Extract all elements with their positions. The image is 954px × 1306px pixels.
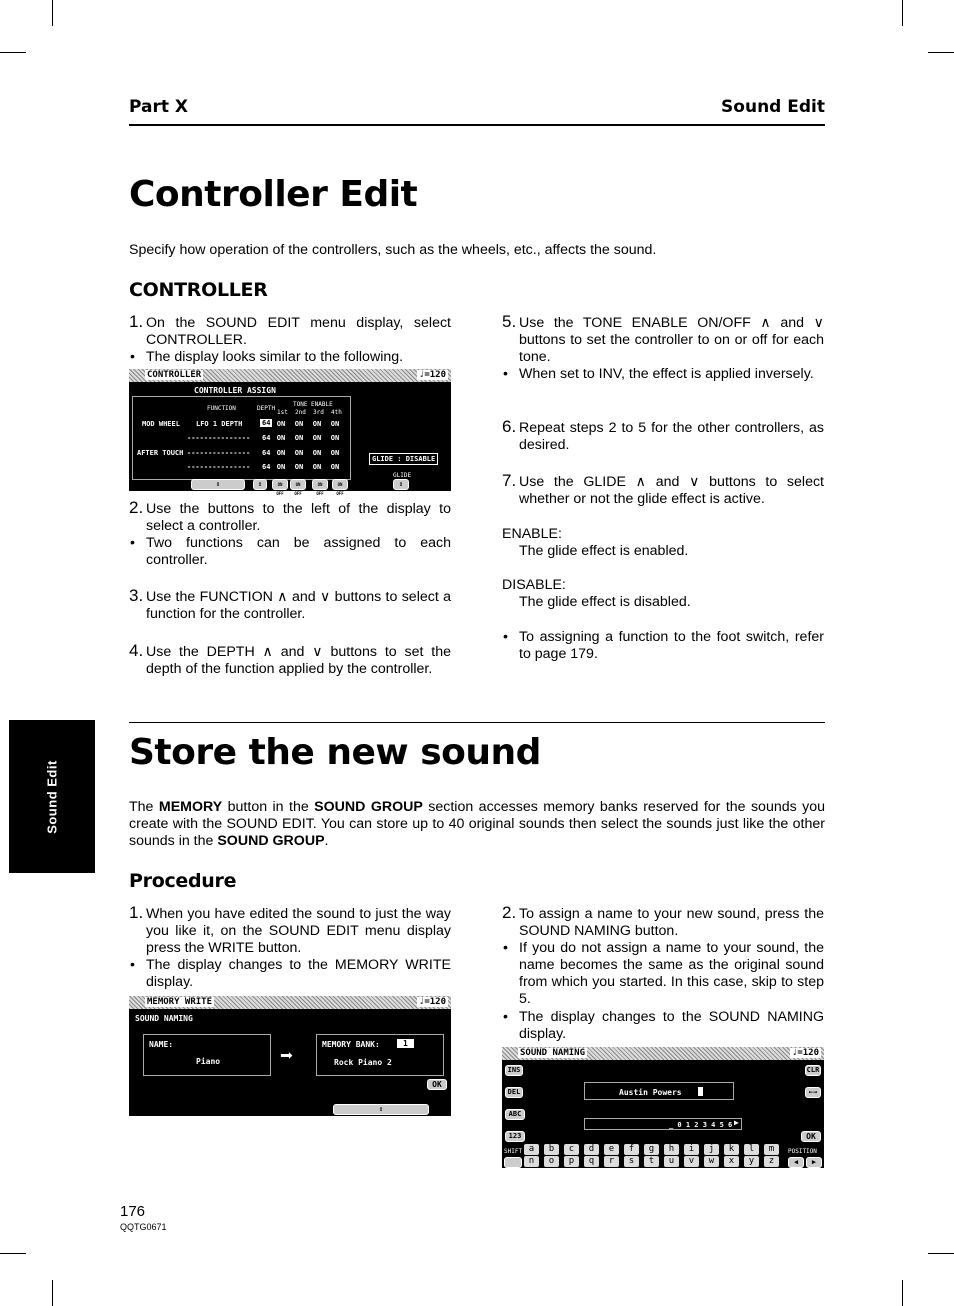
display-title: MEMORY WRITE [147, 997, 213, 1007]
col-depth: DEPTH [257, 405, 276, 412]
section-title-store: Store the new sound [129, 732, 541, 773]
bullet: • When set to INV, the effect is applied inversely. [502, 366, 824, 383]
tone-on: ON [276, 420, 286, 428]
side-tab: Sound Edit [9, 720, 95, 873]
step-2: 2. Use the buttons to the left of the display to select a controller. [129, 498, 451, 534]
bullet: • The display changes to the SOUND NAMING display. [502, 1009, 824, 1043]
tone-on: ON [330, 420, 340, 428]
crop-mark [0, 52, 26, 53]
name-value: Piano [196, 1057, 221, 1066]
ctrl-after-touch: AFTER TOUCH [137, 449, 184, 457]
position-label: POSITION [788, 1148, 817, 1155]
cursor-icon [698, 1087, 703, 1096]
key-m[interactable]: m [764, 1144, 779, 1155]
bullet: • If you do not assign a name to your sound, the name becomes the same as the original sound from which you started. In this case, skip to step 5. [502, 940, 824, 1008]
bullet: • Two functions can be assigned to each controller. [129, 535, 451, 569]
section-intro-store: The MEMORY button in the SOUND GROUP section accesses memory banks reserved for the sounds you create with the SOUND EDIT. You can store up to 40 original sounds then select the sounds just like the other sounds in the SOUND GROUP. [129, 799, 826, 849]
key-f[interactable]: f [624, 1144, 639, 1155]
key-z[interactable]: z [764, 1156, 779, 1167]
subtitle-procedure: Procedure [129, 870, 237, 892]
tone-on: ON [276, 434, 286, 442]
step-1: 1. When you have edited the sound to just the way you like it, on the SOUND EDIT menu display press the WRITE button. [129, 903, 451, 956]
memory-bank-updown-button[interactable]: ⇕ [333, 1104, 429, 1115]
step-6: 6. Repeat steps 2 to 5 for the other controllers, as desired. [502, 417, 824, 453]
key-j[interactable]: j [704, 1144, 719, 1155]
display-title: SOUND NAMING [520, 1048, 586, 1058]
key-t[interactable]: t [644, 1156, 659, 1167]
step-3: 3. Use the FUNCTION ∧ and ∨ buttons to select a function for the controller. [129, 586, 451, 622]
step-7: 7. Use the GLIDE ∧ and ∨ buttons to select whether or not the glide effect is active. [502, 471, 824, 507]
section-title-controller-edit: Controller Edit [129, 174, 418, 215]
key-q[interactable]: q [584, 1156, 599, 1167]
tone-on: ON [294, 434, 304, 442]
key-u[interactable]: u [664, 1156, 679, 1167]
key-n[interactable]: n [524, 1156, 539, 1167]
tempo: ♩=120 [418, 997, 446, 1007]
tone2-onoff-button[interactable]: ON OFF [290, 479, 306, 490]
clr-button[interactable]: CLR [806, 1066, 820, 1074]
func-row4: --------------- [187, 463, 251, 471]
step-1: 1. On the SOUND EDIT menu display, select CONTROLLER. [129, 312, 451, 348]
tone-2: 2nd [295, 409, 306, 416]
ctrl-mod-wheel: MOD WHEEL [142, 420, 180, 428]
memory-write-display [129, 996, 451, 1116]
crop-mark [52, 0, 53, 26]
memory-bank-label: MEMORY BANK: [322, 1040, 380, 1049]
disable-label: DISABLE: [502, 577, 566, 593]
bank-sound-name: Rock Piano 2 [334, 1058, 392, 1067]
enable-label: ENABLE: [502, 526, 562, 542]
func-row2: --------------- [187, 434, 251, 442]
step-5: 5. Use the TONE ENABLE ON/OFF ∧ and ∨ buttons to set the controller to on or off for each tone. [502, 312, 824, 365]
tempo: ♩=120 [791, 1048, 819, 1058]
col-tone-enable: TONE ENABLE [293, 401, 333, 408]
bullet: • The display changes to the MEMORY WRITE display. [129, 957, 451, 991]
ok-button[interactable]: OK [427, 1079, 447, 1090]
function-updown-button[interactable]: ⇕ [191, 479, 245, 490]
tone-on: ON [294, 420, 304, 428]
abc-button[interactable]: ABC [505, 1109, 525, 1120]
position-left-button[interactable]: ◀ [788, 1157, 804, 1168]
section-intro: Specify how operation of the controllers, such as the wheels, etc., affects the sound. [129, 242, 657, 258]
crop-mark [928, 52, 954, 53]
shift-label: SHIFT [504, 1148, 523, 1155]
key-w[interactable]: w [704, 1156, 719, 1167]
key-r[interactable]: r [604, 1156, 619, 1167]
key-g[interactable]: g [644, 1144, 659, 1155]
depth-row3: 64 [262, 449, 271, 457]
header-section: Sound Edit [721, 97, 825, 117]
tone-1: 1st [277, 409, 288, 416]
key-p[interactable]: p [564, 1156, 579, 1167]
step-2: 2. To assign a name to your new sound, press the SOUND NAMING button. [502, 903, 824, 939]
subtitle-controller: CONTROLLER [129, 279, 268, 301]
tone-on: ON [312, 463, 322, 471]
space-button[interactable]: ←→ [805, 1087, 821, 1098]
tone-on: ON [330, 449, 340, 457]
tone-4: 4th [331, 409, 342, 416]
enable-desc: The glide effect is enabled. [519, 543, 689, 559]
display-title: CONTROLLER [147, 370, 202, 380]
document-code: QQTG0671 [120, 1222, 167, 1232]
tone1-onoff-button[interactable]: ON OFF [272, 479, 288, 490]
ins-button[interactable]: INS [505, 1065, 523, 1076]
key-b[interactable]: b [544, 1144, 559, 1155]
key-c[interactable]: c [564, 1144, 579, 1155]
col-function: FUNCTION [207, 405, 236, 412]
depth-row2: 64 [262, 434, 271, 442]
key-e[interactable]: e [604, 1144, 619, 1155]
tone4-onoff-button[interactable]: ON OFF [332, 479, 348, 490]
key-o[interactable]: o [544, 1156, 559, 1167]
glide-value: GLIDE : DISABLE [369, 453, 438, 465]
crop-mark [902, 0, 903, 26]
position-indicator: _ 0 1 2 3 4 5 6 [584, 1118, 742, 1130]
key-h[interactable]: h [664, 1144, 679, 1155]
tone-on: ON [312, 434, 322, 442]
depth-updown-button[interactable]: ⇕ [253, 479, 267, 490]
controller-display [129, 369, 451, 496]
tone-on: ON [276, 449, 286, 457]
key-k[interactable]: k [724, 1144, 739, 1155]
crop-mark [0, 1253, 26, 1254]
glide-updown-button[interactable]: ⇕ [393, 479, 409, 490]
header-rule [129, 124, 825, 126]
name-label: NAME: [149, 1040, 174, 1049]
tempo: ♩=120 [418, 370, 446, 380]
tone3-onoff-button[interactable]: ON OFF [312, 479, 328, 490]
key-v[interactable]: v [684, 1156, 699, 1167]
tone-on: ON [330, 463, 340, 471]
key-x[interactable]: x [724, 1156, 739, 1167]
ok-button[interactable]: OK [801, 1131, 821, 1142]
sound-naming-button[interactable]: SOUND NAMING [135, 1014, 193, 1023]
tone-on: ON [276, 463, 286, 471]
num-123-button[interactable]: 123 [505, 1131, 525, 1142]
glide-label: GLIDE [393, 472, 412, 479]
position-arrow-icon: ▶ [734, 1118, 739, 1127]
key-d[interactable]: d [584, 1144, 599, 1155]
tone-on: ON [312, 449, 322, 457]
func-row3: --------------- [187, 449, 251, 457]
depth-row4: 64 [262, 463, 271, 471]
name-input[interactable]: Austin Powers [584, 1082, 734, 1100]
sound-naming-display [502, 1047, 824, 1168]
position-right-button[interactable]: ▶ [806, 1157, 822, 1168]
step-4: 4. Use the DEPTH ∧ and ∨ buttons to set the depth of the function applied by the controller. [129, 641, 451, 677]
disable-desc: The glide effect is disabled. [519, 594, 691, 610]
tone-3: 3rd [313, 409, 324, 416]
crop-mark [52, 1280, 53, 1306]
depth-row1: 64 [262, 419, 271, 427]
display-heading: CONTROLLER ASSIGN [194, 386, 276, 395]
key-a[interactable]: a [524, 1144, 539, 1155]
section-divider [129, 722, 825, 723]
key-i[interactable]: i [684, 1144, 699, 1155]
tone-on: ON [294, 463, 304, 471]
page-number: 176 [120, 1203, 146, 1220]
arrow-right-icon: ➡ [280, 1044, 294, 1069]
crop-mark [902, 1280, 903, 1306]
header-part: Part X [129, 97, 189, 117]
shift-button[interactable] [504, 1157, 522, 1168]
func-row1: LFO 1 DEPTH [196, 420, 243, 428]
key-s[interactable]: s [624, 1156, 639, 1167]
del-button[interactable]: DEL [505, 1087, 523, 1098]
tone-on: ON [312, 420, 322, 428]
key-l[interactable]: l [744, 1144, 759, 1155]
tone-on: ON [330, 434, 340, 442]
memory-bank-value[interactable]: 1 [397, 1039, 414, 1048]
crop-mark [928, 1253, 954, 1254]
tone-on: ON [294, 449, 304, 457]
key-y[interactable]: y [744, 1156, 759, 1167]
bullet: • The display looks similar to the following. [129, 349, 451, 366]
bullet: • To assigning a function to the foot switch, refer to page 179. [502, 629, 824, 663]
